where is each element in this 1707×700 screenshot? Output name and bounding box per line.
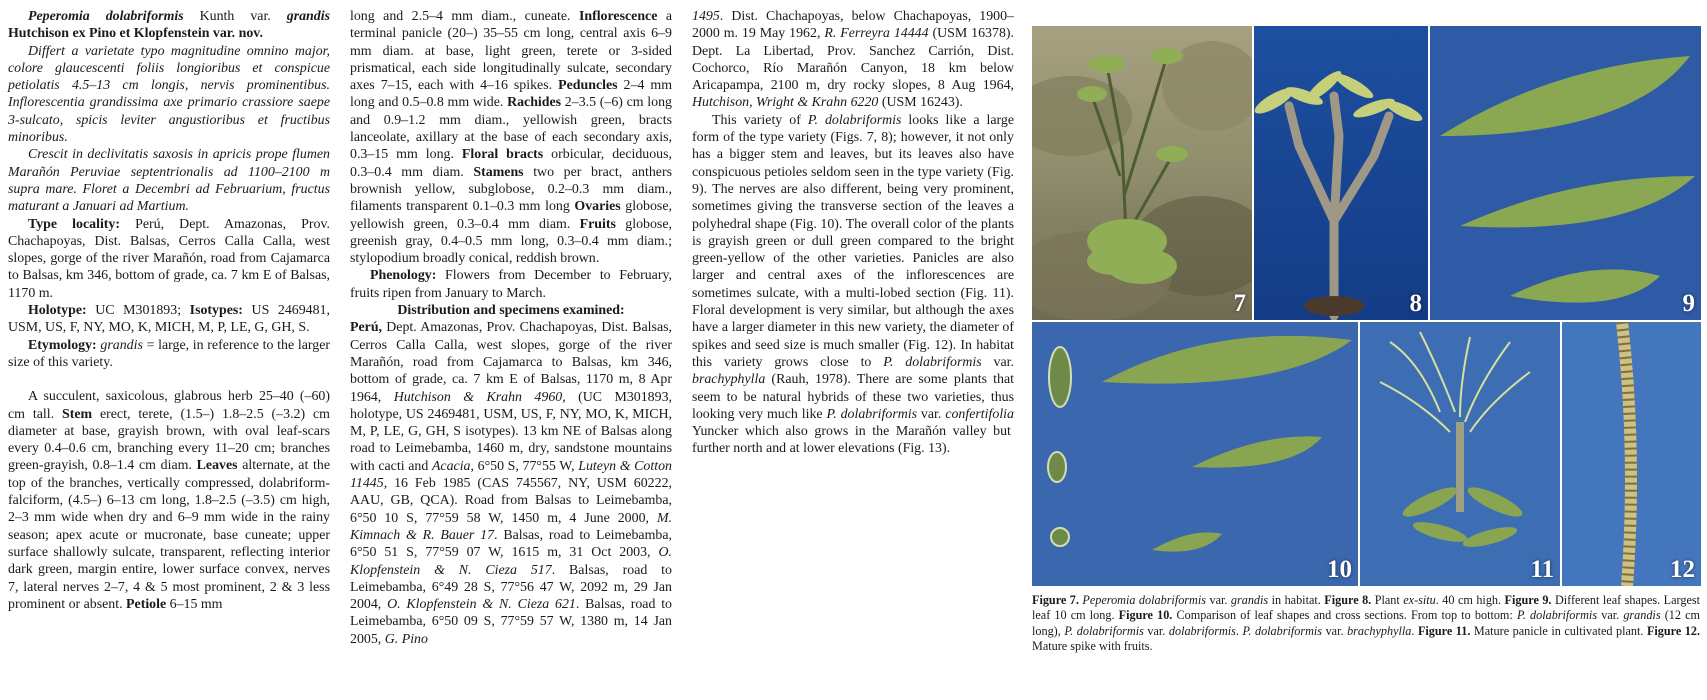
latin-diagnosis: Differt a varietate typo magnitudine omnino major, colore glaucescenti foliis longioribus et conspicue petiolatis 4.5–13 cm longis, nervis prominentibus. Inflorescentia grandissima axe primario crassiore saepe 3-sulcato, spicis leviter angustioribus et fructibus minoribus.	[8, 43, 330, 146]
text-column-1	[8, 8, 330, 613]
description-continued: long and 2.5–4 mm diam., cuneate. Inflorescence a terminal panicle (20–) 35–55 cm long, central axis 6–9 mm diam. at base, light green, terete or 3-sided prismatical, each side longitudinally sulcate, secondary axes 7–15, each with 4–16 spikes. Peduncles 2–4 mm long and 0.5–0.8 mm wide. Rachides 2–3.5 (–6) cm long and 0.9–1.2 mm diam., yellowish green, bracts lanceolate, axillary at the base of each secondary axis, 0.3–15 mm long. Floral bracts orbicular, deciduous, 0.3–0.4 mm diam. Stamens two per bract, anthers brownish yellow, subglobose, 0.2–0.3 mm diam., filaments transparent 0.1–0.3 mm long Ovaries globose, yellowish green, 0.3–0.4 mm diam. Fruits globose, greenish gray, 0.4–0.5 mm long, 0.3–0.4 mm diam.; stylopodium broadly conical, reddish brown.	[350, 9, 673, 267]
figure-8-label: 8	[1409, 290, 1422, 317]
figure-12-label: 12	[1670, 556, 1695, 583]
figure-7-label: 7	[1233, 290, 1246, 317]
figure-11-label: 11	[1530, 556, 1554, 583]
description: A succulent, saxicolous, glabrous herb 25–40 (–60) cm tall. Stem erect, terete, (1.5–) 1.8–2.5 (–3.2) cm diameter at base, grayish brown, with oval leaf-scars every 0.4–0.6 cm, branching every 11–20 cm; branches green-grayish, 0.8–1.4 cm diam. Leaves alternate, at the top of the branches, vertically compressed, dolabriform-falciform, (4.5–) 6–13 cm long, 1.8–2.5 (–3.5) cm high, 2–3 mm wide when dry and 6–9 mm wide in the rainy season; apex acute or mucronate, base cuneate; upper surface shallowly sulcate, transparent, reflecting interior dark green, margin entire, lower surface convex, nerves 7, lateral nerves 2–7, 4 & 5 most prominent, 2 & 3 less prominent or absent. Petiole 6–15 mm	[8, 389, 330, 612]
figure-10-label: 10	[1327, 556, 1352, 583]
holotype: Holotype: UC M301893; Isotypes: US 2469481, USM, US, F, NY, MO, K, MICH, M, P, LE, G, GH, S.	[8, 303, 330, 336]
figure-caption: Figure 7. Peperomia dolabriformis var. grandis in habitat. Figure 8. Plant ex-situ. 40 cm high. Figure 9. Different leaf shapes. Largest leaf 10 cm long. Figure 10. Comparison of leaf shapes and cross sections. From top to bottom: P. dolabriformis var. grandis (12 cm long), P. dolabriformis var. dolabriformis. P. dolabriformis var. brachyphylla. Figure 11. Mature panicle in cultivated plant. Figure 12. Mature spike with fruits.	[1032, 593, 1701, 653]
text-column-2	[350, 8, 672, 648]
discussion: This variety of P. dolabriformis looks like a large form of the type variety (Figs. 7, 8); however, it not only has a bigger stem and leaves, but its leaves also have conspicuous petioles seldom seen in the type variety (Fig. 9). The nerves are also different, being very prominent, sometimes giving the transverse section of the leaves a polyhedral shape (Fig. 10). The overall color of the plants is grayish green or dull green compared to the bright green-yellow of the other varieties. Panicles are also larger and central axes of the inflorescences are sometimes sulcate, with a multi-lobed section (Fig. 11). Floral development is very similar, but although the axes have a larger diameter in this new variety, the diameter of spikes and seed size is much smaller (Fig. 12). In habitat this variety grows close to P. dolabriformis var. brachyphylla (Rauh, 1978). There are some plants that seem to be natural hybrids of these two varieties, thus looking very much like P. dolabriformis var. confertifolia Yuncker which also grows in the Marañón valley but further north and at lower elevations (Fig. 13).	[692, 112, 1014, 457]
figure-8-photo	[1254, 26, 1428, 320]
type-locality: Type locality: Perú, Dept. Amazonas, Prov. Chachapoyas, Dist. Balsas, Cerros Calla Calla, west slopes, gorge of the river Marañón, road from Cajamarca to Balsas, km 346, bottom of grade, ca. 7 km E of Balsas, 1170 m.	[8, 216, 330, 301]
specimens-continued: 1495. Dist. Chachapoyas, below Chachapoyas, 1900–2000 m. 19 May 1962, R. Ferreyra 14444 (USM 16378). Dept. La Libertad, Prov. Sanchez Carrión, Dist. Cochorco, Río Marañón Canyon, 18 km below Aricapampa, 2100 m, dry rocky slopes, 8 Aug 1964, Hutchison, Wright & Krahn 6220 (USM 16243).	[692, 9, 1014, 111]
etymology: Etymology: grandis = large, in reference to the larger size of this variety.	[8, 337, 330, 370]
text-column-3	[692, 8, 1014, 458]
phenology: Phenology: Flowers from December to February, fruits ripen from January to March.	[350, 268, 672, 301]
specimens: Perú, Dept. Amazonas, Prov. Chachapoyas, Dist. Balsas, Cerros Calla Calla, west slopes, gorge of the river Marañón, road from Cajamarca to Balsas, km 346, bottom of grade, ca. 7 km E of Balsas, 1170 m, 8 Apr 1964, Hutchison & Krahn 4960, (UC M301893, holotype, US 2469481, USM, US, F, NY, MO, K, MICH, M, P, LE, G, GH, S isotypes). 13 km NE of Balsas along road to Leimebamba, 1460 m, dry, sandstone mountains with cacti and Acacia, 6°50 S, 77°55 W, Luteyn & Cotton 11445, 16 Feb 1985 (CAS 745567, NY, USM 60222, AAU, GB, QCA). Road from Balsas to Leimebamba, 6°50 10 S, 77°59 58 W, 1450 m, 4 June 2000, M. Kimnach & R. Bauer 17. Balsas, road to Leimebamba, 6°50 51 S, 77°59 07 W, 1615 m, 31 Oct 2003, O. Klopfenstein & N. Cieza 517. Balsas, road to Leimebamba, 6°49 28 S, 77°56 47 W, 2092 m, 29 Jan 2004, O. Klopfenstein & N. Cieza 621. Balsas, road to Leimebamba, 6°50 09 S, 77°59 57 W, 1380 m, 14 Jan 2005, G. Pino	[350, 320, 673, 647]
distribution-heading: Distribution and specimens examined:	[397, 303, 625, 319]
figure-7-photo	[1032, 26, 1252, 320]
figure-9-label: 9	[1682, 290, 1695, 317]
figure-11-photo	[1360, 322, 1560, 586]
species-heading: Peperomia dolabriformis Kunth var. grandis Hutchison ex Pino et Klopfenstein var. nov.	[8, 9, 330, 42]
figure-12-photo	[1562, 322, 1701, 586]
figure-9-photo	[1430, 26, 1701, 320]
latin-habitat: Crescit in declivitatis saxosis in apricis prope flumen Marañón Peruviae septentrionalis ad 1100–2100 m supra mare. Floret a Decembri ad Februarium, fructus maturant a Januari ad Martium.	[8, 147, 330, 215]
figure-10-photo	[1032, 322, 1358, 586]
